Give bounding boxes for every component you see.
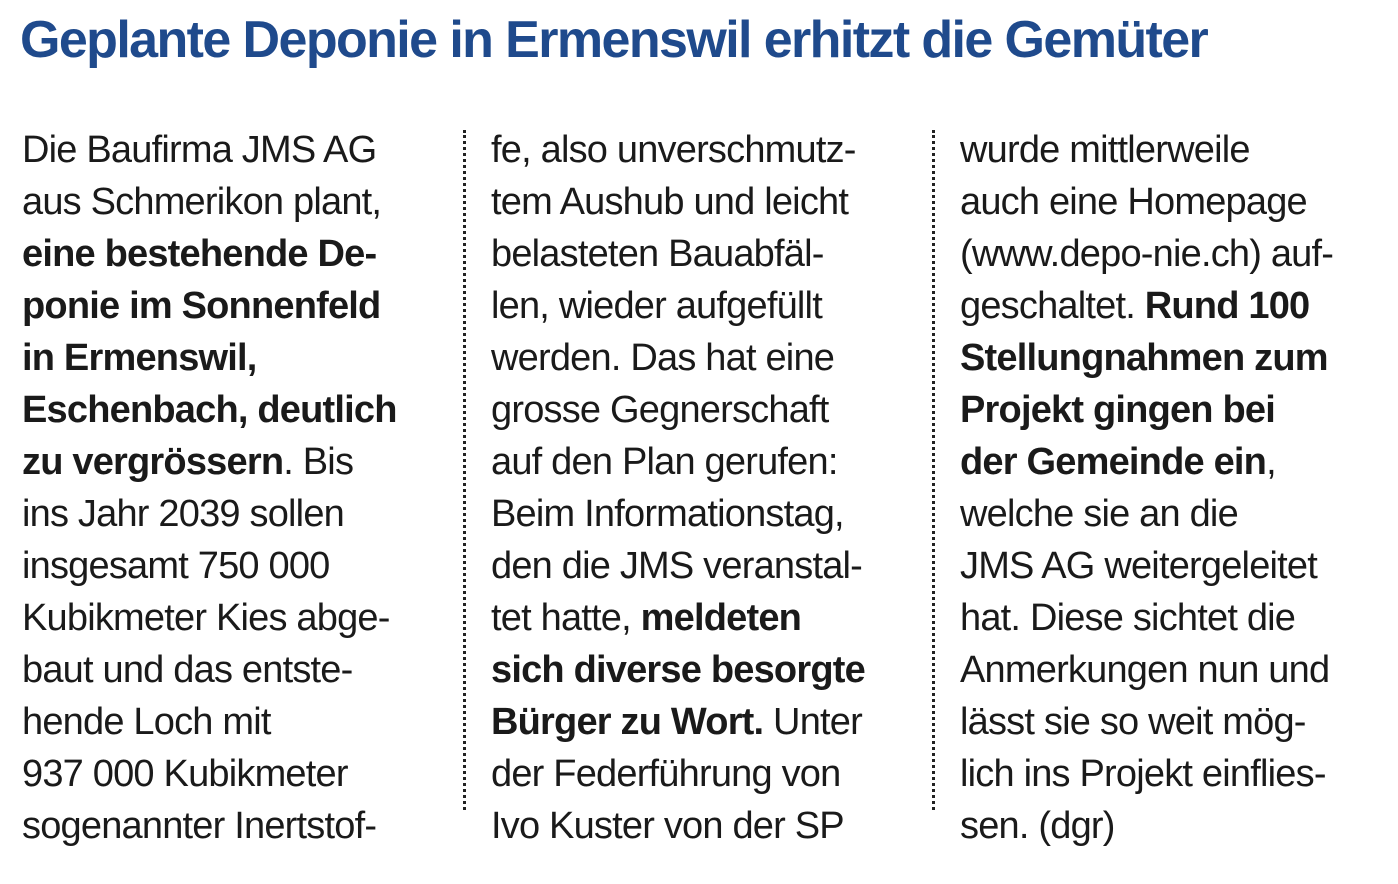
- bold-text-segment: der Gemeinde ein: [960, 441, 1267, 483]
- text-segment: den die JMS veranstal-: [491, 545, 863, 587]
- text-line: [960, 592, 1333, 644]
- text-segment: hende Loch mit: [22, 701, 271, 743]
- text-line: [491, 696, 865, 748]
- bold-text-segment: meldeten: [640, 597, 802, 639]
- text-line: [960, 280, 1333, 332]
- text-line: [491, 176, 865, 228]
- text-line: [22, 696, 397, 748]
- bold-text-segment: Projekt gingen bei: [960, 389, 1275, 431]
- text-line: [960, 384, 1333, 436]
- column-divider: [932, 130, 935, 810]
- text-line: [22, 332, 397, 384]
- bold-text-segment: in Ermenswil,: [22, 337, 257, 379]
- article-column-2: [491, 124, 865, 852]
- text-line: [22, 748, 397, 800]
- column-divider: [463, 130, 466, 810]
- text-segment: (www.depo-nie.ch) auf-: [960, 233, 1334, 275]
- text-line: [960, 644, 1333, 696]
- text-line: [960, 800, 1333, 852]
- text-segment: hat. Diese sichtet die: [960, 597, 1296, 639]
- text-segment: wurde mittlerweile: [960, 129, 1250, 171]
- text-segment: len, wieder aufgefüllt: [491, 285, 822, 327]
- bold-text-segment: zu vergrössern: [22, 441, 284, 483]
- text-segment: der Federführung von: [491, 753, 841, 795]
- text-segment: Anmerkungen nun und: [960, 649, 1330, 691]
- text-line: [491, 332, 865, 384]
- text-segment: auch eine Homepage: [960, 181, 1307, 223]
- text-segment: sen. (dgr): [960, 805, 1115, 847]
- text-segment: geschaltet.: [960, 285, 1145, 327]
- text-line: [960, 488, 1333, 540]
- text-line: [491, 540, 865, 592]
- text-line: [960, 124, 1333, 176]
- bold-text-segment: ponie im Sonnenfeld: [22, 285, 381, 327]
- text-segment: tem Aushub und leicht: [491, 181, 849, 223]
- text-line: [960, 228, 1333, 280]
- text-segment: welche sie an die: [960, 493, 1238, 535]
- text-line: [22, 228, 397, 280]
- text-line: [960, 332, 1333, 384]
- text-line: [491, 124, 865, 176]
- text-line: [22, 488, 397, 540]
- text-segment: . Bis: [283, 441, 354, 483]
- bold-text-segment: Bürger zu Wort.: [491, 701, 764, 743]
- text-segment: lässt sie so weit mög-: [960, 701, 1306, 743]
- text-line: [491, 800, 865, 852]
- text-line: [960, 696, 1333, 748]
- text-line: [22, 280, 397, 332]
- text-segment: sogenannter Inertstof-: [22, 805, 377, 847]
- text-line: [491, 228, 865, 280]
- text-line: [22, 592, 397, 644]
- bold-text-segment: sich diverse besorgte: [491, 649, 865, 691]
- article-headline: Geplante Deponie in Ermenswil erhitzt die Gemüter: [20, 11, 1208, 69]
- text-line: [491, 748, 865, 800]
- text-segment: fe, also unverschmutz-: [491, 129, 856, 171]
- text-segment: Ivo Kuster von der SP: [491, 805, 844, 847]
- text-line: [22, 540, 397, 592]
- text-line: [22, 436, 397, 488]
- text-segment: Kubikmeter Kies abge-: [22, 597, 390, 639]
- text-segment: Unter: [763, 701, 862, 743]
- text-line: [22, 800, 397, 852]
- text-line: [22, 644, 397, 696]
- text-segment: insgesamt 750 000: [22, 545, 330, 587]
- bold-text-segment: eine bestehende De-: [22, 233, 377, 275]
- text-segment: baut und das entste-: [22, 649, 353, 691]
- text-line: [491, 644, 865, 696]
- text-segment: werden. Das hat eine: [491, 337, 835, 379]
- text-segment: lich ins Projekt einflies-: [960, 753, 1326, 795]
- text-line: [960, 748, 1333, 800]
- text-segment: aus Schmerikon plant,: [22, 181, 382, 223]
- text-line: [491, 280, 865, 332]
- text-line: [960, 176, 1333, 228]
- bold-text-segment: Eschenbach, deutlich: [22, 389, 397, 431]
- article-column-1: [22, 124, 397, 852]
- text-line: [22, 384, 397, 436]
- text-segment: Beim Informationstag,: [491, 493, 844, 535]
- text-line: [491, 436, 865, 488]
- text-segment: 937 000 Kubikmeter: [22, 753, 348, 795]
- text-line: [491, 488, 865, 540]
- article-column-3: [960, 124, 1333, 852]
- text-line: [491, 384, 865, 436]
- text-segment: grosse Gegnerschaft: [491, 389, 829, 431]
- text-segment: Die Baufirma JMS AG: [22, 129, 377, 171]
- text-segment: tet hatte,: [491, 597, 641, 639]
- text-line: [960, 540, 1333, 592]
- text-line: [22, 124, 397, 176]
- text-segment: ins Jahr 2039 sollen: [22, 493, 344, 535]
- text-segment: ,: [1266, 441, 1276, 483]
- text-segment: JMS AG weitergeleitet: [960, 545, 1318, 587]
- text-line: [22, 176, 397, 228]
- bold-text-segment: Rund 100: [1144, 285, 1310, 327]
- text-segment: auf den Plan gerufen:: [491, 441, 838, 483]
- bold-text-segment: Stellungnahmen zum: [960, 337, 1328, 379]
- text-line: [491, 592, 865, 644]
- text-line: [960, 436, 1333, 488]
- text-segment: belasteten Bauabfäl-: [491, 233, 824, 275]
